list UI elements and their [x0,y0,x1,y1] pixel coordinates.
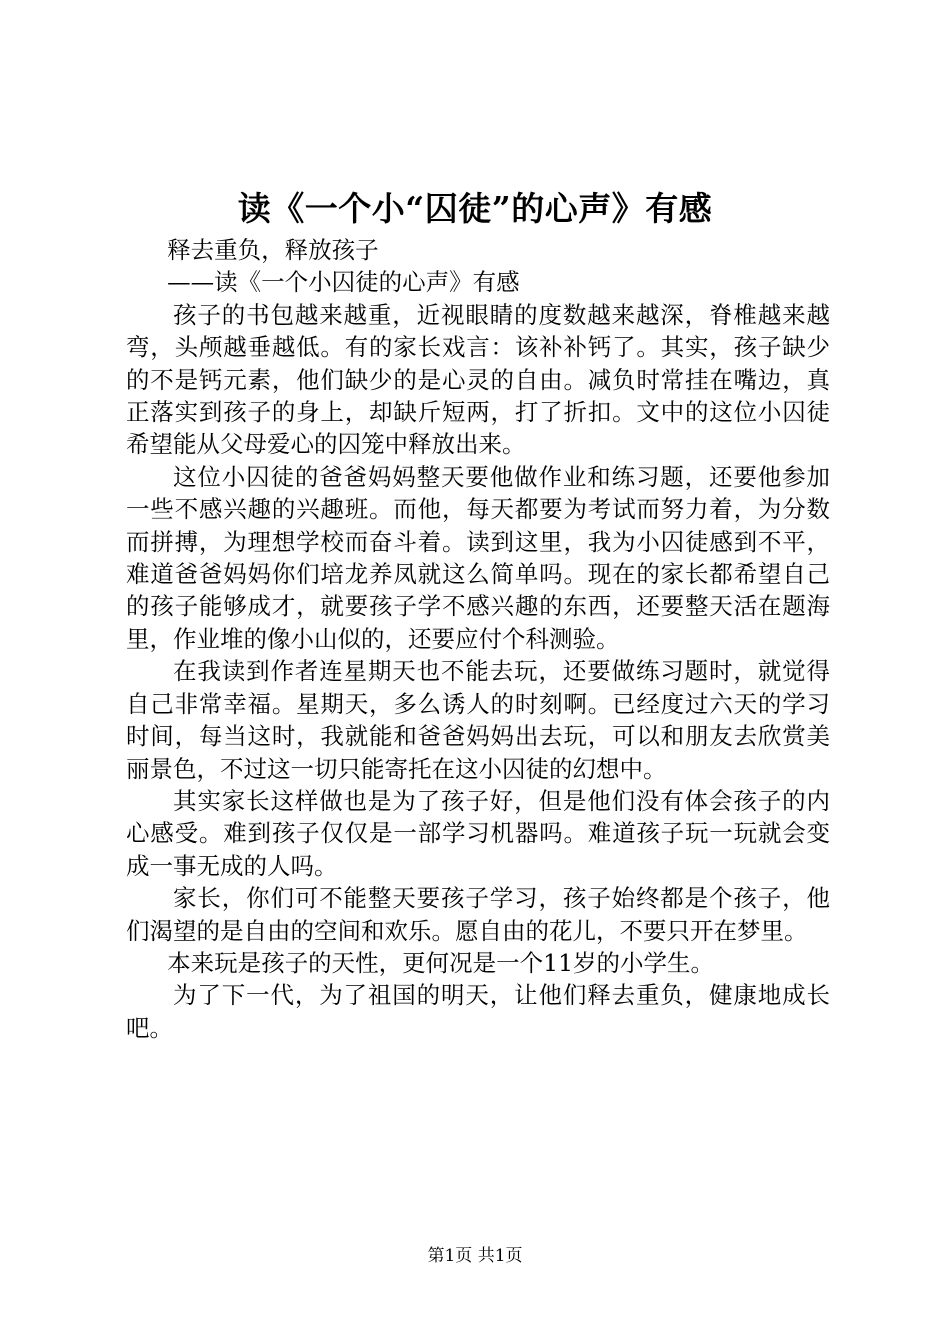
page-footer: 第1页 共1页 [427,1246,523,1266]
paragraph: 这位小囚徒的爸爸妈妈整天要他做作业和练习题，还要他参加一些不感兴趣的兴趣班。而他，每天都要为考试而努力着，为分数而拼搏，为理想学校而奋斗着。读到这里，我为小囚徒感到不平，难道爸爸妈妈你们培龙养凤就这么简单吗。现在的家长都希望自己的孩子能够成才，就要孩子学不感兴趣的东西，还要整天活在题海里，作业堆的像小山似的，还要应付个科测验。 [126,462,830,653]
subtitle-line: 释去重负，释放孩子 [167,236,379,264]
paragraph: 家长，你们可不能整天要孩子学习，孩子始终都是个孩子，他们渴望的是自由的空间和欢乐。愿自由的花儿，不要只开在梦里。 [126,884,830,945]
paragraph: 孩子的书包越来越重，近视眼睛的度数越来越深，脊椎越来越弯，头颅越垂越低。有的家长戏言：该补补钙了。其实，孩子缺少的不是钙元素，他们缺少的是心灵的自由。减负时常挂在嘴边，真正落实到孩子的身上，却缺斤短两，打了折扣。文中的这位小囚徒希望能从父母爱心的囚笼中释放出来。 [126,300,830,459]
byline: ——读《一个小囚徒的心声》有感 [167,268,520,297]
document-title: 读《一个小“囚徒”的心声》有感 [237,189,713,228]
paragraph: 本来玩是孩子的天性，更何况是一个11岁的小学生。 [167,948,715,977]
paragraph: 为了下一代，为了祖国的明天，让他们释去重负，健康地成长吧。 [126,981,830,1042]
paragraph: 其实家长这样做也是为了孩子好，但是他们没有体会孩子的内心感受。难到孩子仅仅是一部学习机器吗。难道孩子玩一玩就会变成一事无成的人吗。 [126,786,830,880]
document-body [126,234,830,1044]
paragraph: 在我读到作者连星期天也不能去玩，还要做练习题时，就觉得自己非常幸福。星期天，多么诱人的时刻啊。已经度过六天的学习时间，每当这时，我就能和爸爸妈妈出去玩，可以和朋友去欣赏美丽景色，不过这一切只能寄托在这小囚徒的幻想中。 [126,657,830,783]
